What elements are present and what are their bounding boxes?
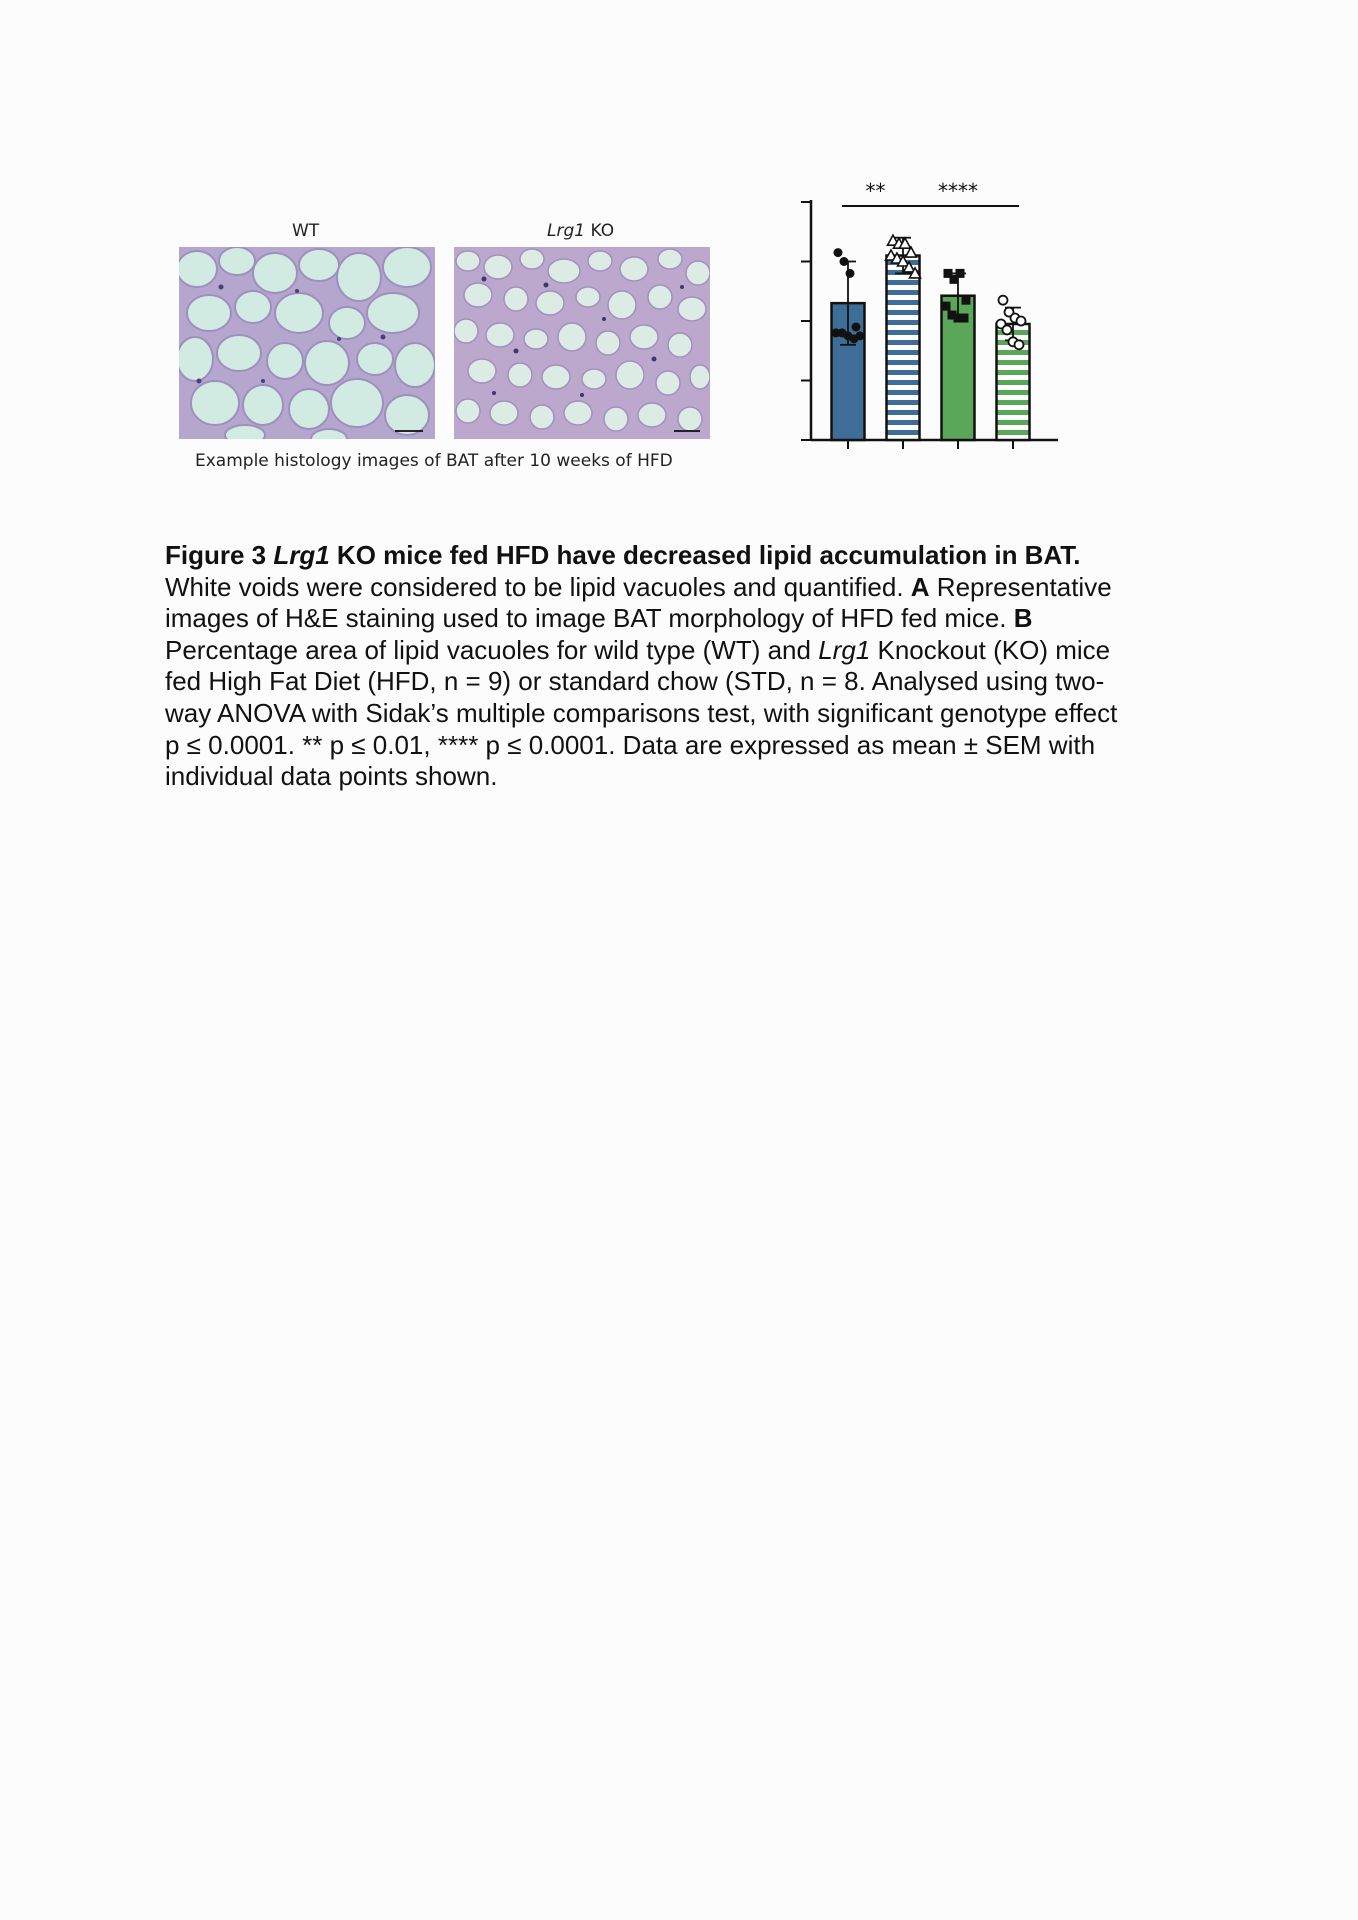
histology-caption: Example histology images of BAT after 10 weeks of HFD (195, 451, 673, 471)
wt-label: WT (292, 221, 320, 241)
data-point (962, 296, 971, 305)
caption-text: Knockout (KO) mice (870, 634, 1111, 665)
data-point (840, 257, 849, 266)
caption-text: images of H&E staining used to image BAT morphology of HFD fed mice. (165, 603, 1014, 634)
caption-text: Representative (929, 571, 1112, 602)
data-point (999, 296, 1008, 305)
ko-suffix: KO (585, 221, 615, 241)
ko-histology-image (454, 247, 710, 439)
caption-panel-a-marker: A (910, 571, 930, 602)
caption-gene-name: Lrg1 (818, 634, 871, 665)
data-point (960, 314, 969, 323)
data-point (846, 269, 855, 278)
caption-panel-b-marker: B (1013, 603, 1033, 634)
caption-title: KO mice fed HFD have decreased lipid accumulation in BAT. (329, 540, 1081, 570)
figure-caption (165, 540, 1205, 793)
caption-line-3 (165, 603, 1205, 635)
data-point (834, 248, 843, 257)
caption-line-8: individual data points shown. (165, 761, 498, 792)
chart-error-bars (840, 238, 1021, 345)
significance-label: **** (938, 179, 978, 203)
ko-gene-name: Lrg1 (547, 221, 586, 241)
data-point (942, 302, 951, 311)
chart-significance (842, 179, 1019, 206)
data-point (856, 331, 865, 340)
caption-figure-number: Figure 3 (165, 540, 274, 570)
wt-histology-image (179, 247, 435, 439)
data-point (852, 322, 861, 331)
data-point (1017, 317, 1026, 326)
significance-label: ** (865, 179, 886, 203)
caption-text: Percentage area of lipid vacuoles for wild type (WT) and (165, 634, 819, 665)
caption-line-7: p ≤ 0.0001. ** p ≤ 0.01, **** p ≤ 0.0001. Data are expressed as mean ± SEM with (165, 729, 1096, 760)
bar (887, 256, 920, 440)
ko-label (547, 221, 614, 241)
caption-line-6: way ANOVA with Sidak’s multiple comparisons test, with significant genotype effect (165, 697, 1118, 728)
data-point (1015, 340, 1024, 349)
caption-line-2 (165, 572, 1205, 604)
caption-line-5: fed High Fat Diet (HFD, n = 9) or standard chow (STD, n = 8. Analysed using two- (165, 666, 1105, 697)
caption-line-1 (165, 540, 1205, 572)
data-point (1003, 325, 1012, 334)
lipid-vacuole-bar-chart (800, 170, 1070, 460)
data-point (956, 269, 965, 278)
caption-line-4 (165, 635, 1205, 667)
caption-gene-name: Lrg1 (273, 540, 330, 570)
chart-bars (832, 256, 1030, 440)
caption-text: White voids were considered to be lipid vacuoles and quantified. (165, 571, 911, 602)
